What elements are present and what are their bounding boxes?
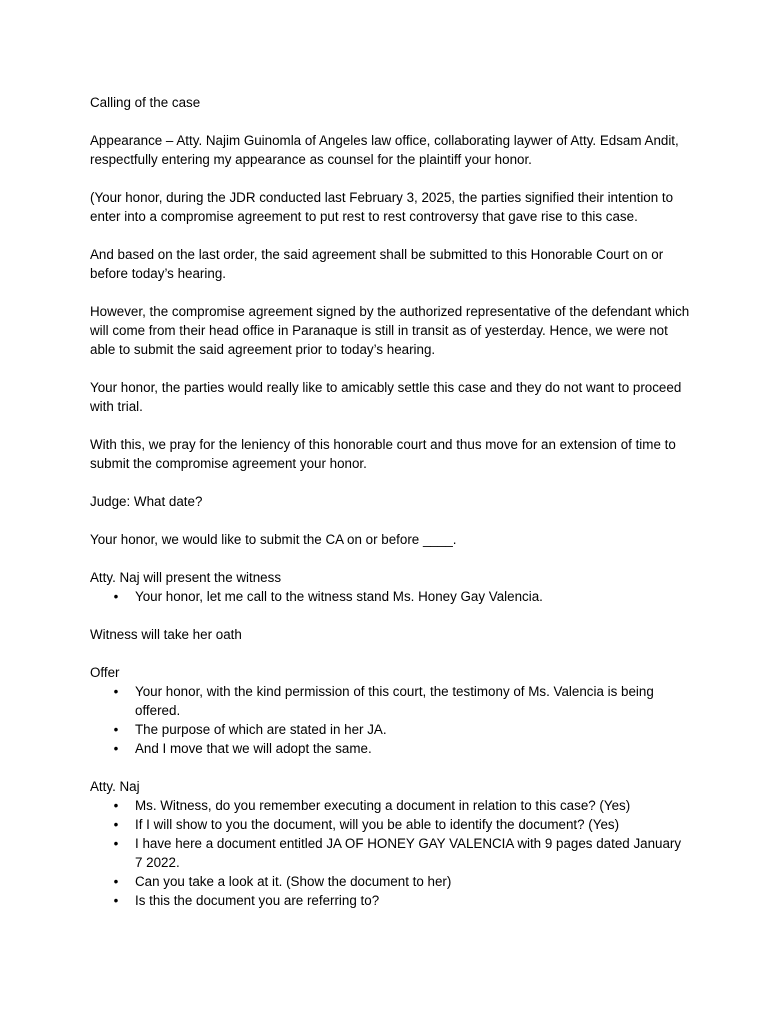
list-item	[113, 682, 690, 720]
list-item	[113, 872, 690, 891]
paragraph-atty-naj-heading: Atty. Naj	[90, 779, 140, 794]
paragraph-last-order: And based on the last order, the said agreement shall be submitted to this Honorable Court on or before today’s hearing.	[90, 247, 664, 281]
bullet-icon: •	[113, 836, 119, 851]
list-item-text: Is this the document you are referring to?	[135, 893, 380, 908]
list-item-text: Ms. Witness, do you remember executing a document in relation to this case? (Yes)	[135, 798, 631, 813]
bullet-icon: •	[113, 741, 119, 756]
bullet-icon: •	[113, 798, 119, 813]
bullet-icon: •	[113, 893, 119, 908]
bullet-icon: •	[113, 684, 119, 699]
list-item-text: And I move that we will adopt the same.	[135, 741, 372, 756]
paragraph-appearance: Appearance – Atty. Najim Guinomla of Angeles law office, collaborating laywer of Atty. Edsam Andit, respectfully entering my appearance as counsel for the plaintiff your honor.	[90, 133, 679, 167]
paragraph-jdr: (Your honor, during the JDR conducted last February 3, 2025, the parties signified their intention to enter into a compromise agreement to put rest to rest controversy that gave rise to this case.	[90, 190, 674, 224]
list-item	[113, 796, 690, 815]
bullet-list-offer	[90, 682, 690, 758]
list-item	[113, 720, 690, 739]
paragraph-in-transit: However, the compromise agreement signed by the authorized representative of the defendant which will come from their head office in Paranaque is still in transit as of yesterday. Hence, we were not able to submit the said agreement prior to today’s hearing.	[90, 304, 690, 357]
list-item	[113, 815, 690, 834]
list-item-text: If I will show to you the document, will you be able to identify the document? (Yes)	[135, 817, 620, 832]
paragraph-present-witness: Atty. Naj will present the witness	[90, 570, 282, 585]
paragraph-calling-of-case: Calling of the case	[90, 95, 201, 110]
bullet-icon: •	[113, 817, 119, 832]
document-body	[90, 93, 690, 929]
bullet-icon: •	[113, 722, 119, 737]
paragraph-extension-request: With this, we pray for the leniency of this honorable court and thus move for an extension of time to submit the compromise agreement your honor.	[90, 437, 676, 471]
paragraph-offer-heading: Offer	[90, 665, 120, 680]
list-item-text: Your honor, let me call to the witness stand Ms. Honey Gay Valencia.	[135, 589, 543, 604]
paragraph-submit-date: Your honor, we would like to submit the CA on or before ____.	[90, 532, 457, 547]
bullet-icon: •	[113, 589, 119, 604]
list-item-text: Your honor, with the kind permission of this court, the testimony of Ms. Valencia is being offered.	[135, 684, 654, 718]
list-item	[113, 739, 690, 758]
list-item-text: I have here a document entitled JA OF HONEY GAY VALENCIA with 9 pages dated January 7 2022.	[135, 836, 682, 870]
list-item	[113, 891, 690, 910]
list-item-text: Can you take a look at it. (Show the document to her)	[135, 874, 452, 889]
bullet-list-present-witness	[90, 587, 690, 606]
list-item	[113, 834, 690, 872]
paragraph-judge-question: Judge: What date?	[90, 494, 203, 509]
list-item-text: The purpose of which are stated in her JA.	[135, 722, 387, 737]
paragraph-amicable-settlement: Your honor, the parties would really like to amicably settle this case and they do not want to proceed with trial.	[90, 380, 682, 414]
list-item	[113, 587, 690, 606]
paragraph-witness-oath: Witness will take her oath	[90, 627, 242, 642]
bullet-icon: •	[113, 874, 119, 889]
bullet-list-examination	[90, 796, 690, 910]
